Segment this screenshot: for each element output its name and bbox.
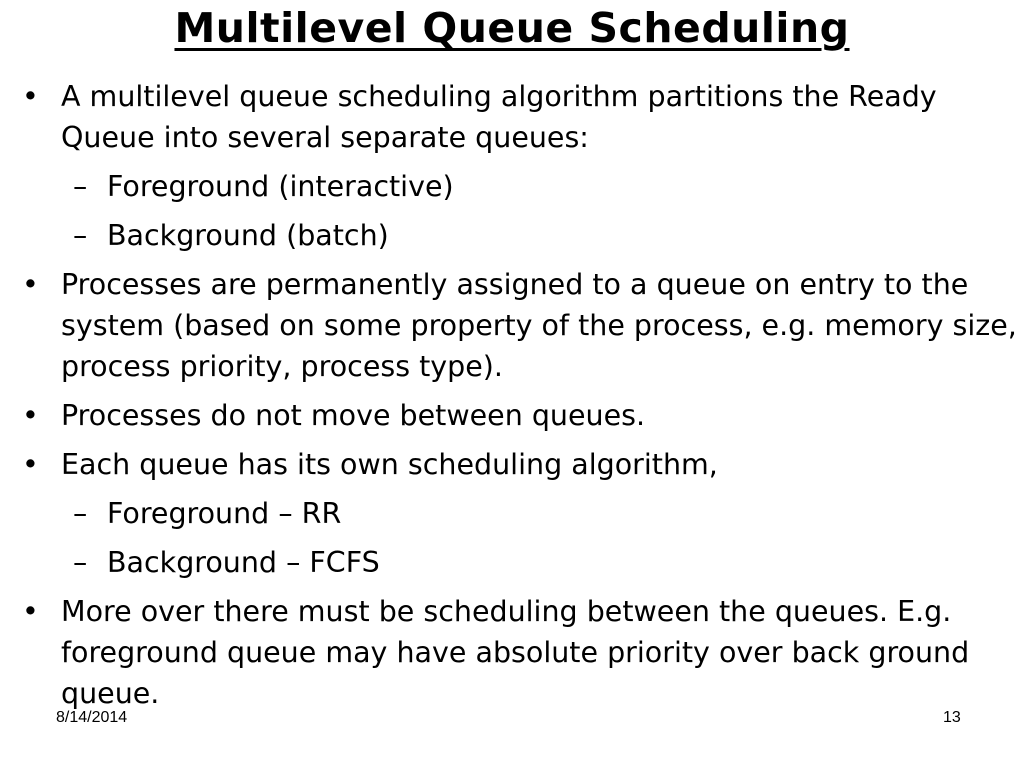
bullet-item [18, 264, 1018, 387]
bullet-marker: • [22, 448, 39, 481]
dash-marker: – [73, 546, 88, 579]
sub-bullet-text: Background – FCFS [107, 546, 380, 579]
sub-bullet-text: Foreground (interactive) [107, 170, 454, 203]
dash-marker: – [73, 497, 88, 530]
bullet-item [18, 591, 1018, 714]
sub-bullet-item [18, 215, 1018, 256]
bullet-marker: • [22, 80, 39, 113]
sub-bullet-text: Background (batch) [107, 219, 389, 252]
sub-bullet-item [18, 166, 1018, 207]
bullet-item [18, 395, 1018, 436]
bullet-marker: • [22, 268, 39, 301]
slide-number: 13 [943, 709, 961, 726]
dash-marker: – [73, 170, 88, 203]
sub-bullet-text: Foreground – RR [107, 497, 342, 530]
sub-bullet-item [18, 542, 1018, 583]
footer-date: 8/14/2014 [56, 709, 128, 726]
sub-bullet-item [18, 493, 1018, 534]
bullet-marker: • [22, 595, 39, 628]
bullet-text: Each queue has its own scheduling algorithm, [61, 448, 718, 481]
slide-title: Multilevel Queue Scheduling [174, 4, 850, 52]
bullet-text: More over there must be scheduling between the queues. E.g. foreground queue may have absolute priority over back ground queue. [61, 595, 970, 710]
dash-marker: – [73, 219, 88, 252]
bullet-list [18, 76, 1018, 722]
bullet-text: Processes are permanently assigned to a queue on entry to the system (based on some property of the process, e.g. memory size, process priority, process type). [61, 268, 1017, 383]
bullet-item [18, 444, 1018, 485]
bullet-text: Processes do not move between queues. [61, 399, 646, 432]
bullet-marker: • [22, 399, 39, 432]
bullet-text: A multilevel queue scheduling algorithm partitions the Ready Queue into several separate queues: [61, 80, 937, 154]
bullet-item [18, 76, 1018, 158]
